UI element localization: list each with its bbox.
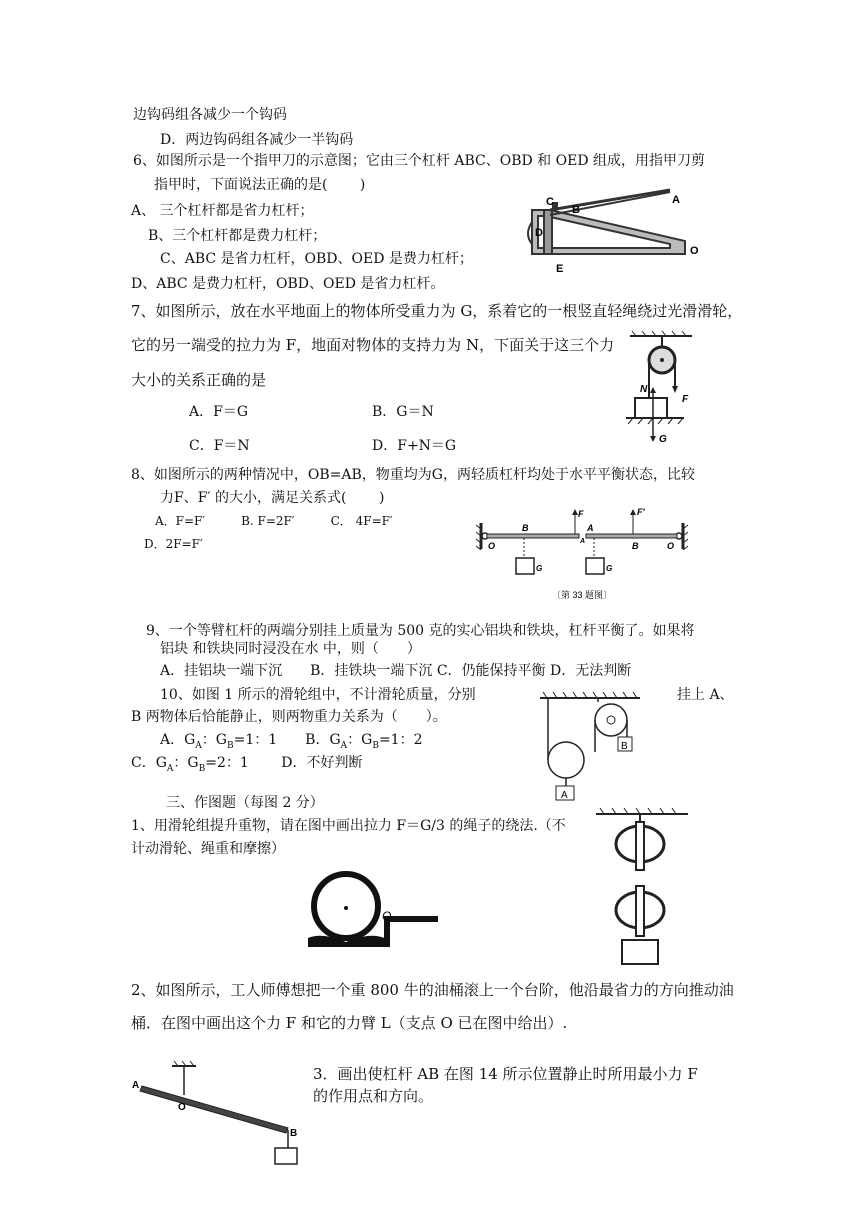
figure-label: E	[556, 263, 564, 274]
figure-label: G	[536, 564, 543, 573]
figure-label: F	[578, 509, 584, 519]
question-8-options: A．F=F′ B. F=2F′ C． 4F=F′	[155, 514, 393, 528]
lever-figure-14	[130, 1060, 300, 1170]
figure-label: O	[690, 245, 699, 257]
figure-label: O	[667, 541, 675, 551]
figure-label: A	[132, 1080, 140, 1091]
figure-label: F	[682, 394, 689, 405]
question-9-stem: 9、一个等臂杠杆的两端分别挂上质量为 500 克的实心铝块和铁块，杠杆平衡了。如果将	[146, 623, 695, 639]
figure-caption: 〔第 33 题图〕	[552, 590, 613, 600]
question-10-options-cd: C．$G_A$：$G_B=2$：1 D．不好判断	[131, 755, 363, 774]
drawing-question-1: 计动滑轮、绳重和摩擦）	[131, 841, 285, 857]
drawing-question-2: 桶．在图中画出这个力 F 和它的力臂 L（支点 O 已在图中给出）.	[131, 1014, 568, 1032]
question-8-stem: 8、如图所示的两种情况中，OB=AB，物重均为G，两轻质杠杆均处于水平平衡状态，比较	[131, 467, 695, 483]
figure-label: A	[561, 790, 568, 801]
question-10-stem: 10、如图 1 所示的滑轮组中，不计滑轮质量，分别	[160, 687, 476, 703]
question-6-option-c: C、ABC 是省力杠杆，OBD、OED 是费力杠杆；	[160, 251, 473, 267]
question-10-options-ab: A．$G_A$：$G_B=1$：1 B．$G_A$：$G_B=1$：2	[160, 732, 423, 751]
pulley-figure	[622, 330, 702, 448]
question-6-option-b: B、三个杠杆都是费力杠杆；	[148, 228, 327, 244]
figure-label: D	[535, 227, 543, 239]
question-10-stem: B 两物体后恰能静止，则两物重力关系为（ ）。	[131, 709, 447, 725]
question-7-option-c: C．F＝N	[189, 438, 250, 454]
question-9-options: A．挂铝块一端下沉 B．挂铁块一端下沉 C．仍能保持平衡 D．无法判断	[160, 663, 632, 679]
barrel-step-figure	[302, 866, 440, 948]
figure-label: B	[621, 741, 628, 752]
figure-label: O	[488, 541, 496, 551]
question-7-stem: 它的另一端受的拉力为 F，地面对物体的支持力为 N，下面关于这三个力	[131, 336, 615, 354]
figure-label: C	[546, 196, 554, 208]
figure-label: A	[672, 194, 680, 206]
question-7-option-d: D．F+N＝G	[372, 438, 457, 454]
figure-label: F′	[637, 507, 645, 517]
text-line: D．两边钩码组各减少一半钩码	[160, 132, 354, 148]
question-6-stem: 6、如图所示是一个指甲刀的示意图；它由三个杠杆 ABC、OBD 和 OED 组成，用指甲刀剪	[133, 153, 705, 169]
question-7-option-b: B．G＝N	[372, 404, 434, 420]
section-heading: 三、作图题（每图 2 分）	[166, 795, 324, 811]
question-6-option-d: D、ABC 是费力杠杆，OBD、OED 是省力杠杆。	[131, 276, 445, 292]
figure-label: A	[580, 538, 586, 545]
figure-label: O	[178, 1102, 186, 1113]
drawing-question-1: 1、用滑轮组提升重物，请在图中画出拉力 F＝G/3 的绳子的绕法.（不	[131, 818, 566, 834]
figure-label: A	[587, 523, 594, 533]
figure-label: B	[290, 1128, 298, 1139]
two-levers-figure	[476, 505, 688, 605]
figure-label: B	[522, 523, 529, 533]
drawing-question-2: 2、如图所示，工人师傅想把一个重 800 牛的油桶滚上一个台阶，他沿最省力的方向推动油	[131, 981, 734, 999]
figure-label: N	[640, 384, 648, 395]
question-9-stem: 铝块 和铁块同时浸没在水 中，则（ ）	[160, 641, 421, 657]
figure-label: B	[572, 204, 580, 216]
question-7-stem: 大小的关系正确的是	[131, 371, 267, 389]
question-8-stem: 力F、F′ 的大小，满足关系式( )	[160, 490, 385, 506]
question-7-stem: 7、如图所示，放在水平地面上的物体所受重力为 G，系着它的一根竖直轻绳绕过光滑滑轮，	[131, 302, 743, 320]
figure-label: G	[659, 434, 667, 445]
figure-label: O	[382, 909, 392, 923]
text-line: 边钩码组各减少一个钩码	[133, 107, 287, 123]
figure-label: G	[606, 564, 613, 573]
pulley-group-figure	[538, 690, 642, 802]
pulley-stack-figure	[592, 808, 692, 970]
drawing-question-3: 3．画出使杠杆 AB 在图 14 所示位置静止时所用最小力 F	[313, 1065, 698, 1083]
question-6-option-a: A、 三个杠杆都是省力杠杆；	[131, 203, 314, 219]
question-10-stem: 挂上 A、	[677, 687, 734, 703]
nail-clipper-figure	[520, 188, 700, 274]
question-6-stem: 指甲时，下面说法正确的是( )	[154, 177, 366, 193]
question-7-option-a: A．F＝G	[189, 404, 249, 420]
question-8-option-d: D．2F=F′	[144, 537, 203, 551]
drawing-question-3: 的作用点和方向。	[313, 1087, 434, 1105]
figure-label: B	[632, 541, 639, 551]
